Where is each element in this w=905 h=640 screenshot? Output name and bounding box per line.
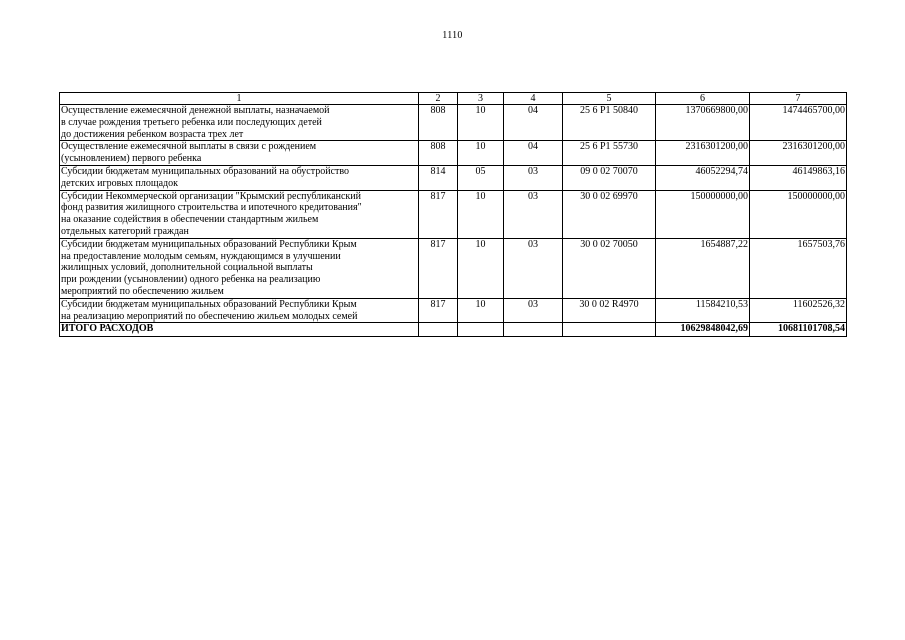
expenditure-table	[59, 92, 847, 337]
row-name-cell	[60, 105, 419, 141]
amount-year-2-cell: 1657503,76	[750, 238, 847, 298]
row-name-cell	[60, 238, 419, 298]
section-code-cell: 05	[458, 165, 504, 190]
column-number-header-row	[60, 93, 847, 105]
amount-year-2-cell: 150000000,00	[750, 190, 847, 238]
target-article-cell: 30 0 02 70050	[563, 238, 656, 298]
row-name-line: жилищных условий, дополнительной социальной выплаты	[61, 262, 313, 274]
amount-year-1-cell: 46052294,74	[656, 165, 750, 190]
total-label-cell: ИТОГО РАСХОДОВ	[60, 323, 419, 337]
row-name-cell	[60, 298, 419, 323]
row-name-line: Субсидии бюджетам муниципальных образований Республики Крым	[61, 298, 357, 310]
admin-code-cell: 808	[419, 141, 458, 166]
target-article-cell: 30 0 02 R4970	[563, 298, 656, 323]
header-col-7: 7	[750, 93, 847, 105]
row-name-line: Осуществление ежемесячной денежной выплаты, назначаемой	[61, 105, 330, 116]
subsection-code-cell: 04	[504, 105, 563, 141]
amount-year-1-cell: 2316301200,00	[656, 141, 750, 166]
amount-year-2-cell: 11602526,32	[750, 298, 847, 323]
table-row	[60, 298, 847, 323]
subsection-code-cell: 03	[504, 165, 563, 190]
row-name-line: на предоставление молодым семьям, нуждающимся в улучшении	[61, 250, 341, 262]
admin-code-cell: 808	[419, 105, 458, 141]
row-name-line: отдельных категорий граждан	[61, 225, 189, 237]
subsection-code-cell: 03	[504, 190, 563, 238]
admin-code-cell: 817	[419, 298, 458, 323]
total-amount-year-1-cell: 10629848042,69	[656, 323, 750, 337]
total-empty-cell	[504, 323, 563, 337]
subsection-code-cell: 04	[504, 141, 563, 166]
total-empty-cell	[563, 323, 656, 337]
table-row	[60, 105, 847, 141]
admin-code-cell: 817	[419, 190, 458, 238]
section-code-cell: 10	[458, 298, 504, 323]
section-code-cell: 10	[458, 190, 504, 238]
row-name-cell	[60, 190, 419, 238]
subsection-code-cell: 03	[504, 238, 563, 298]
total-empty-cell	[419, 323, 458, 337]
amount-year-1-cell: 150000000,00	[656, 190, 750, 238]
target-article-cell: 09 0 02 70070	[563, 165, 656, 190]
amount-year-1-cell: 11584210,53	[656, 298, 750, 323]
header-col-4: 4	[504, 93, 563, 105]
row-name-line: на оказание содействия в обеспечении стандартным жильем	[61, 214, 319, 226]
admin-code-cell: 814	[419, 165, 458, 190]
row-name-line: Субсидии бюджетам муниципальных образований на обустройство	[61, 165, 350, 177]
target-article-cell: 25 6 P1 55730	[563, 141, 656, 166]
total-amount-year-2-cell: 10681101708,54	[750, 323, 847, 337]
row-name-line: Субсидии бюджетам муниципальных образований Республики Крым	[61, 238, 357, 250]
row-name-line: до достижения ребенком возраста трех лет	[61, 128, 244, 140]
amount-year-1-cell: 1370669800,00	[656, 105, 750, 141]
row-name-cell	[60, 141, 419, 166]
row-name-cell	[60, 165, 419, 190]
header-col-5: 5	[563, 93, 656, 105]
header-col-1: 1	[60, 93, 419, 105]
section-code-cell: 10	[458, 141, 504, 166]
total-row	[60, 323, 847, 337]
page-number: 1110	[442, 30, 463, 41]
table-row	[60, 141, 847, 166]
target-article-cell: 25 6 P1 50840	[563, 105, 656, 141]
row-name-line: фонд развития жилищного строительства и ипотечного кредитования"	[61, 202, 362, 214]
section-code-cell: 10	[458, 105, 504, 141]
row-name-line: при рождении (усыновлении) одного ребенка на реализацию	[61, 274, 321, 286]
header-col-3: 3	[458, 93, 504, 105]
row-name-line: Осуществление ежемесячной выплаты в связи с рождением	[61, 141, 317, 153]
amount-year-2-cell: 1474465700,00	[750, 105, 847, 141]
row-name-line: мероприятий по обеспечению жильем	[61, 285, 224, 297]
header-col-2: 2	[419, 93, 458, 105]
row-name-line: на реализацию мероприятий по обеспечению жильем молодых семей	[61, 310, 358, 322]
target-article-cell: 30 0 02 69970	[563, 190, 656, 238]
row-name-line: в случае рождения третьего ребенка или последующих детей	[61, 116, 322, 128]
amount-year-2-cell: 46149863,16	[750, 165, 847, 190]
amount-year-1-cell: 1654887,22	[656, 238, 750, 298]
row-name-line: детских игровых площадок	[61, 177, 178, 189]
table-row	[60, 165, 847, 190]
header-col-6: 6	[656, 93, 750, 105]
row-name-line: (усыновлением) первого ребенка	[61, 153, 202, 165]
amount-year-2-cell: 2316301200,00	[750, 141, 847, 166]
row-name-line: Субсидии Некоммерческой организации "Крымский республиканский	[61, 190, 361, 202]
admin-code-cell: 817	[419, 238, 458, 298]
section-code-cell: 10	[458, 238, 504, 298]
subsection-code-cell: 03	[504, 298, 563, 323]
table-row	[60, 238, 847, 298]
total-empty-cell	[458, 323, 504, 337]
table-row	[60, 190, 847, 238]
